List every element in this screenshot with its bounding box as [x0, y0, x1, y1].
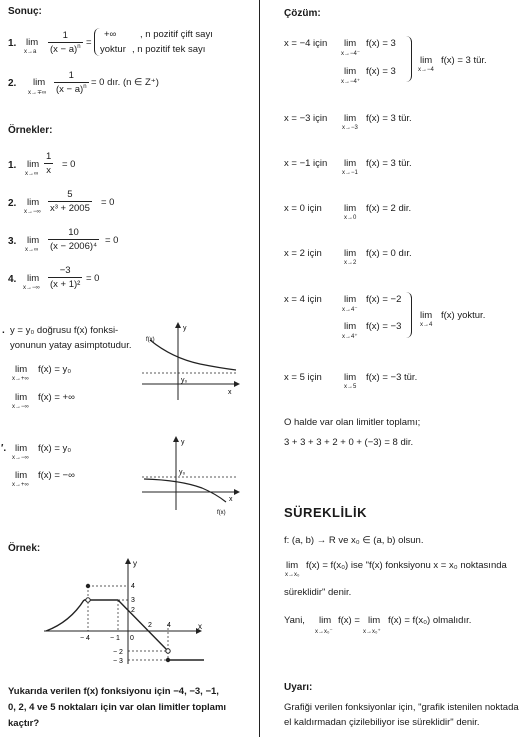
sol-2-lim: lim	[344, 113, 357, 124]
sol-6b-lim: lim	[344, 321, 357, 332]
result-2-sub: x→∓∞	[28, 90, 47, 96]
example-graph-tick-x4: 4	[167, 622, 171, 629]
example-graph-tick-2: 2	[131, 607, 135, 614]
result-1-den	[48, 42, 83, 55]
sol-5-pre: x = 2 için	[284, 248, 322, 259]
example-graph-descending-segment	[118, 600, 168, 651]
sol-1b-sub: x→−4⁺	[341, 79, 361, 85]
yani-mid: f(x) =	[338, 615, 360, 626]
sol-1a-lim: lim	[344, 38, 357, 49]
sol-7-lim: lim	[344, 372, 357, 383]
graph-1-x-label: x	[228, 389, 232, 396]
sol-4-lim: lim	[344, 203, 357, 214]
yani-rest: f(x) = f(x₀) olmalıdır.	[388, 615, 472, 626]
uyari-line-2: el kaldırmadan çizilebiliyor ise süreklidir" denir.	[284, 717, 480, 728]
uyari-heading: Uyarı:	[284, 682, 313, 693]
ornekler-heading: Örnekler:	[8, 125, 53, 136]
sol-4-pre: x = 0 için	[284, 203, 322, 214]
graph-1-fx-label: f(x)	[146, 337, 155, 343]
example-1-number: 1.	[8, 160, 17, 171]
sol-1-pre: x = −4 için	[284, 38, 328, 49]
example-graph-tick-ym2: − 2	[113, 649, 123, 656]
example-4-rest: = 0	[86, 273, 100, 284]
example-4-den: (x + 1)²	[50, 279, 81, 290]
result-1-case2-val: yoktur	[100, 44, 126, 55]
result-1-case1-val: +∞	[104, 29, 117, 40]
asymptote-graph-1	[140, 322, 245, 404]
result-1-sub: x→a	[24, 49, 37, 55]
sonuc-heading: Sonuç:	[8, 6, 42, 17]
sum-intro: O halde var olan limitler toplamı;	[284, 417, 421, 428]
example-function-graph	[40, 556, 215, 668]
sol-4-sub: x→0	[344, 215, 357, 221]
example-graph-tick-x0: 0	[130, 635, 134, 642]
question-line-1: Yukarıda verilen f(x) fonksiyonu için −4, −3, −1,	[8, 686, 219, 697]
example-4-num: −3	[59, 265, 71, 276]
result-2-number: 2.	[8, 78, 17, 89]
sol-1a-rest: f(x) = 3	[366, 38, 396, 49]
graph-2-x-arrow	[234, 489, 240, 495]
sol-3-lim: lim	[344, 158, 357, 169]
ornek-heading: Örnek:	[8, 543, 41, 554]
example-graph-tick-xm4: − 4	[80, 635, 90, 642]
note-6-lim-2: lim	[15, 470, 28, 481]
graph-2-curve	[144, 479, 226, 502]
note-6-lim-1: lim	[15, 443, 28, 454]
sol-5-rest: f(x) = 0 dır.	[366, 248, 412, 259]
sol-5-sub: x→2	[344, 260, 357, 266]
graph-2-y-arrow	[173, 436, 179, 442]
graph-1-y0-label: y₀	[181, 377, 188, 384]
sol-6-pre: x = 4 için	[284, 294, 322, 305]
example-1-num: 1	[46, 151, 52, 162]
sol-2-rest: f(x) = 3 tür.	[366, 113, 412, 124]
example-2-lim: lim	[27, 197, 40, 208]
sol-6c-lim: lim	[420, 310, 433, 321]
result-1-number: 1.	[8, 38, 17, 49]
sol-1b-rest: f(x) = 3	[366, 66, 396, 77]
example-graph-tick-ym3: − 3	[113, 658, 123, 665]
asymptote-graph-2	[140, 436, 245, 518]
sol-6-brace	[406, 292, 412, 338]
example-2-sub: x→−∞	[24, 209, 41, 215]
example-1-lim: lim	[27, 159, 40, 170]
example-graph-hole-xm4	[86, 598, 90, 602]
example-graph-y-arrow	[125, 558, 131, 564]
question-line-3: kaçtır?	[8, 718, 40, 729]
sol-5-lim: lim	[344, 248, 357, 259]
result-2-lim: lim	[33, 77, 46, 88]
sol-1b-lim: lim	[344, 66, 357, 77]
example-3-den: (x − 2006)⁴	[50, 241, 98, 252]
note-5-bullet: .	[2, 325, 5, 336]
note-5-lim-1: lim	[15, 364, 28, 375]
note-6-rest-2: f(x) = −∞	[38, 470, 75, 481]
sol-6a-rest: f(x) = −2	[366, 294, 402, 305]
note-6-rest-1: f(x) = y₀	[38, 443, 72, 454]
sol-7-pre: x = 5 için	[284, 372, 322, 383]
example-graph-hole-x4	[166, 649, 170, 653]
example-4-sub: x→−∞	[23, 285, 40, 291]
result-2-den-base: (x − a)	[56, 84, 84, 96]
column-divider	[259, 0, 260, 737]
sol-1-brace	[406, 36, 412, 82]
sureklilik-title: SÜREKLİLİK	[284, 505, 367, 520]
example-3-fraction	[48, 227, 99, 252]
sol-1c-rest: f(x) = 3 tür.	[441, 55, 487, 66]
example-graph-x-label: x	[198, 622, 202, 631]
question-line-2: 0, 2, 4 ve 5 noktaları için var olan limitler toplamı	[8, 702, 227, 713]
yani-sub-2: x→x₀⁺	[363, 629, 381, 635]
result-2-rest: = 0 dır. (n ∈ Z⁺)	[91, 77, 159, 88]
example-4-fraction	[48, 265, 82, 290]
example-2-fraction	[48, 189, 92, 214]
result-2-num: 1	[68, 70, 74, 81]
example-2-den: x³ + 2005	[50, 203, 90, 214]
note-5-sub-1: x→+∞	[12, 376, 29, 382]
result-1-fraction	[48, 30, 83, 55]
result-1-case2-cond: , n pozitif tek sayı	[132, 44, 206, 55]
sol-6b-rest: f(x) = −3	[366, 321, 402, 332]
note-5-sub-2: x→−∞	[12, 404, 29, 410]
example-3-rest: = 0	[105, 235, 119, 246]
graph-1-y-arrow	[175, 322, 181, 328]
example-graph-tick-x2: 2	[148, 622, 152, 629]
sol-4-rest: f(x) = 2 dir.	[366, 203, 412, 214]
result-2-den-exp: n	[83, 84, 87, 90]
graph-1-curve	[150, 340, 236, 370]
example-3-num: 10	[68, 227, 79, 238]
sol-3-pre: x = −1 için	[284, 158, 328, 169]
note-6-sub-1: x→−∞	[12, 455, 29, 461]
sol-2-pre: x = −3 için	[284, 113, 328, 124]
sol-7-rest: f(x) = −3 tür.	[366, 372, 418, 383]
result-1-lim: lim	[26, 37, 39, 48]
example-1-fraction	[44, 151, 53, 176]
sol-6c-rest: f(x) yoktur.	[441, 310, 486, 321]
example-4-number: 4.	[8, 274, 17, 285]
result-1-case1-cond: , n pozitif çift sayı	[140, 29, 213, 40]
graph-2-x-label: x	[229, 496, 233, 503]
example-graph-left-curve	[46, 600, 84, 631]
sol-2-sub: x→−3	[342, 125, 358, 131]
yani-lim-2: lim	[368, 615, 381, 626]
result-2-den	[54, 82, 89, 95]
note-5-rest-1: f(x) = y₀	[38, 364, 72, 375]
note-5-text-1: y = y₀ doğrusu f(x) fonksi-	[10, 325, 119, 336]
example-graph-point-x4	[166, 658, 170, 662]
example-2-num: 5	[67, 189, 73, 200]
result-1-den-base: (x − a)	[50, 44, 78, 56]
example-4-lim: lim	[27, 273, 40, 284]
continuity-def-sub: x→x₀	[285, 572, 300, 578]
sol-3-rest: f(x) = 3 tür.	[366, 158, 412, 169]
graph-2-y0-label: y₀	[179, 469, 186, 476]
example-3-number: 3.	[8, 236, 17, 247]
example-graph-tick-4: 4	[131, 583, 135, 590]
result-1-eq: =	[86, 37, 92, 48]
yani-sub-1: x→x₀⁻	[315, 629, 333, 635]
sum-result: 3 + 3 + 3 + 2 + 0 + (−3) = 8 dir.	[284, 437, 414, 448]
example-graph-tick-3: 3	[131, 597, 135, 604]
uyari-line-1: Grafiği verilen fonksiyonlar için, "grafik istenilen noktada	[284, 702, 519, 713]
result-1-den-exp: n	[77, 44, 81, 50]
sol-1a-sub: x→−4⁻	[341, 51, 361, 57]
yani-pre: Yani,	[284, 615, 305, 626]
example-2-number: 2.	[8, 198, 17, 209]
sol-6a-lim: lim	[344, 294, 357, 305]
continuity-def-2: f(x) = f(x₀) ise "f(x) fonksiyonu x = x₀ noktasında	[306, 560, 507, 571]
example-3-lim: lim	[27, 235, 40, 246]
note-5-rest-2: f(x) = +∞	[38, 392, 75, 403]
note-5-text-2: yonunun yatay asimptotudur.	[10, 340, 132, 351]
sol-6a-sub: x→4⁻	[342, 307, 358, 313]
sol-1c-sub: x→−4	[418, 67, 434, 73]
continuity-def-3: süreklidir" denir.	[284, 587, 352, 598]
graph-1-y-label: y	[183, 325, 187, 332]
note-6-bullet: ′.	[1, 443, 7, 454]
example-graph-point-xm4	[86, 584, 90, 588]
result-2-fraction	[54, 70, 89, 95]
graph-2-fx-label: f(x)	[217, 510, 226, 516]
continuity-def-lim: lim	[286, 560, 299, 571]
example-graph-y-label: y	[133, 559, 137, 568]
sol-1c-lim: lim	[420, 55, 433, 66]
sol-7-sub: x→5	[344, 384, 357, 390]
example-1-rest: = 0	[62, 159, 76, 170]
result-1-num: 1	[62, 30, 68, 41]
sol-6c-sub: x→4	[420, 322, 433, 328]
note-6-sub-2: x→+∞	[12, 482, 29, 488]
example-3-sub: x→∞	[25, 247, 39, 253]
example-graph-tick-xm1: − 1	[110, 635, 120, 642]
continuity-def-1: f: (a, b) → R ve x₀ ∈ (a, b) olsun.	[284, 535, 424, 546]
yani-lim-1: lim	[319, 615, 332, 626]
note-5-lim-2: lim	[15, 392, 28, 403]
graph-1-x-arrow	[234, 381, 240, 387]
sol-3-sub: x→−1	[342, 170, 358, 176]
cozum-heading: Çözüm:	[284, 8, 321, 19]
sol-6b-sub: x→4⁺	[342, 334, 358, 340]
example-2-rest: = 0	[101, 197, 115, 208]
example-1-sub: x→∞	[25, 171, 39, 177]
example-1-den: x	[46, 165, 52, 176]
graph-2-y-label: y	[181, 439, 185, 446]
